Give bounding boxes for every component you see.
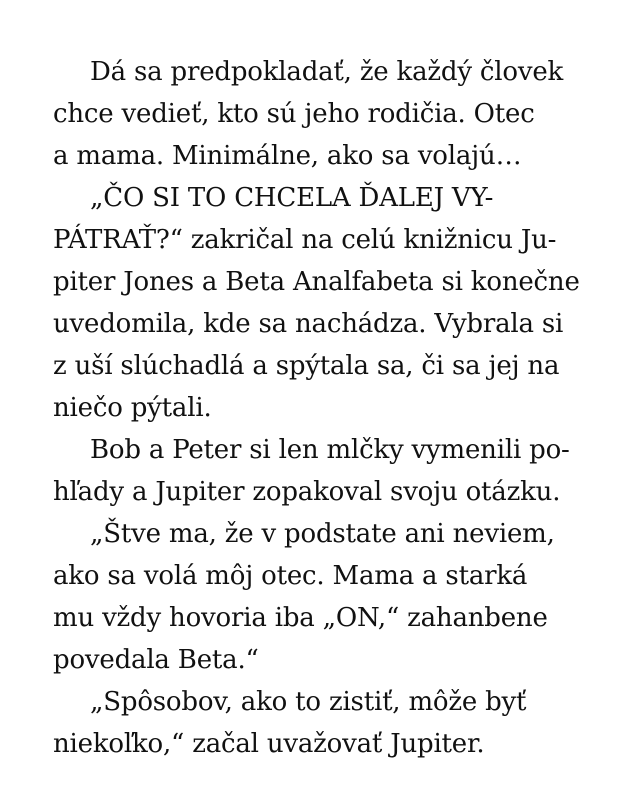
text-line: „ČO SI TO CHCELA ĎALEJ VY- — [90, 183, 494, 213]
text-line: z uší slúchadlá a spýtala sa, či sa jej na — [53, 351, 560, 381]
text-line: „Štve ma, že v podstate ani neviem, — [90, 519, 555, 549]
text-line: niečo pýtali. — [53, 393, 212, 423]
text-line: a mama. Minimálne, ako sa volajú… — [53, 141, 522, 171]
text-line: piter Jones a Beta Analfabeta si konečne — [53, 267, 580, 297]
text-line: niekoľko,“ začal uvažovať Jupiter. — [53, 729, 485, 759]
text-line: mu vždy hovoria iba „ON,“ zahanbene — [53, 603, 548, 633]
text-line: chce vedieť, kto sú jeho rodičia. Otec — [53, 99, 535, 129]
text-line: Dá sa predpokladať, že každý človek — [90, 57, 564, 87]
text-line: Bob a Peter si len mlčky vymenili po- — [90, 435, 570, 465]
text-line: ako sa volá môj otec. Mama a starká — [53, 561, 528, 591]
text-line: PÁTRAŤ?“ zakričal na celú knižnicu Ju- — [53, 225, 557, 255]
text-line: hľady a Jupiter zopakoval svoju otázku. — [53, 477, 561, 507]
text-line: povedala Beta.“ — [53, 645, 259, 675]
text-line: „Spôsobov, ako to zistiť, môže byť — [90, 687, 527, 717]
text-line: uvedomila, kde sa nachádza. Vybrala si — [53, 309, 564, 339]
